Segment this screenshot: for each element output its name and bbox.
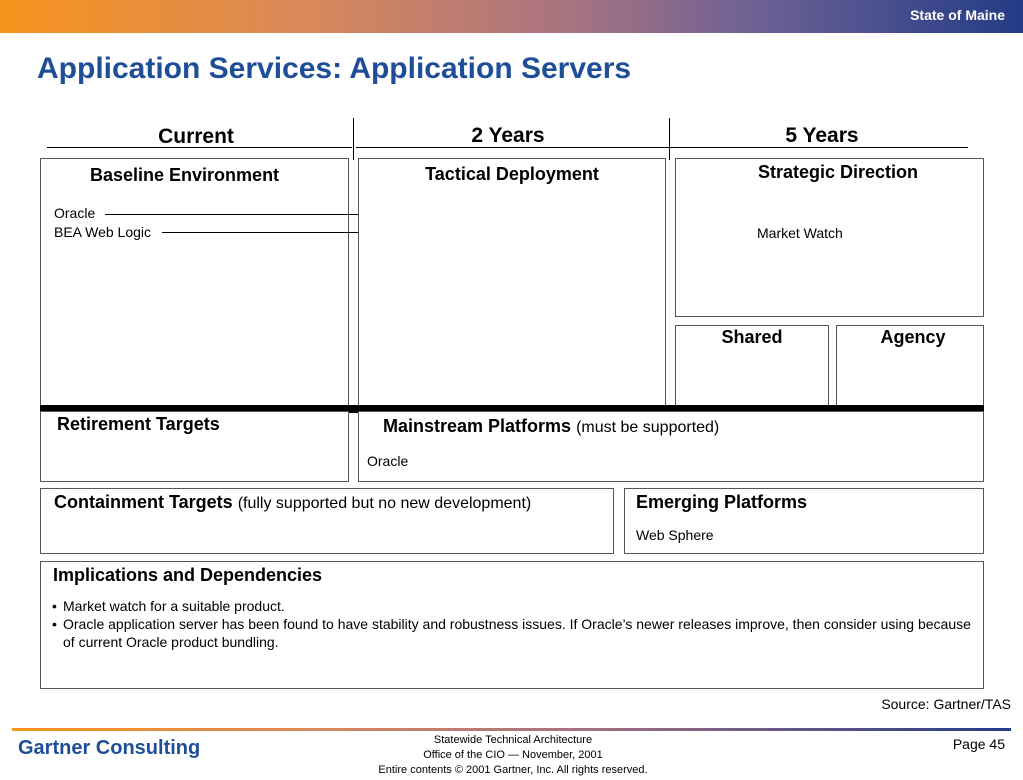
mainstream-title: Mainstream Platforms	[383, 416, 572, 436]
agency-heading: Agency	[880, 327, 946, 347]
column-5-years: 5 Years	[785, 124, 859, 147]
page-title: Application Services: Application Servers	[37, 52, 632, 85]
mainstream-item-oracle: Oracle	[367, 453, 409, 469]
footer-line-1: Statewide Technical Architecture	[433, 734, 593, 746]
column-current: Current	[158, 125, 234, 148]
implication-item: • Oracle application server has been found to have stability and robustness issues. If Oracle’s newer releases improve, then consider using because of current Oracle product bundling.	[52, 615, 972, 651]
containment-subtitle: (fully supported but no new development)	[237, 495, 532, 512]
emerging-heading: Emerging Platforms	[636, 492, 808, 512]
implications-list	[52, 597, 972, 651]
mainstream-subtitle: (must be supported)	[576, 419, 720, 436]
column-2-years: 2 Years	[471, 124, 545, 147]
containment-title: Containment Targets	[54, 492, 233, 512]
containment-heading	[54, 492, 531, 513]
retirement-heading: Retirement Targets	[57, 414, 220, 434]
baseline-heading: Baseline Environment	[90, 165, 280, 185]
shared-heading: Shared	[721, 327, 783, 347]
tactical-box	[358, 158, 666, 407]
header-bar	[0, 0, 1023, 33]
source-note: Source: Gartner/TAS	[881, 696, 1011, 712]
baseline-item-bea: BEA Web Logic	[54, 224, 152, 240]
strategic-heading: Strategic Direction	[757, 162, 919, 182]
footer-line-3: Entire contents © 2001 Gartner, Inc. All rights reserved.	[378, 764, 648, 776]
state-label: State of Maine	[910, 7, 1005, 23]
column-divider-1	[353, 118, 354, 160]
footer-brand: Gartner Consulting	[18, 737, 201, 759]
implication-item: • Market watch for a suitable product.	[52, 597, 972, 615]
emerging-item-web-sphere: Web Sphere	[636, 527, 714, 543]
column-divider-2	[669, 118, 670, 160]
footer-rule	[12, 728, 1011, 731]
baseline-item-oracle: Oracle	[54, 205, 96, 221]
implications-heading: Implications and Dependencies	[53, 565, 323, 585]
tactical-heading: Tactical Deployment	[425, 164, 599, 184]
baseline-box	[40, 158, 349, 407]
footer-info	[313, 733, 713, 778]
footer-line-2: Office of the CIO — November, 2001	[423, 749, 603, 761]
page-number: Page 45	[952, 736, 1005, 752]
strategic-item-market-watch: Market Watch	[757, 225, 843, 241]
mainstream-heading	[383, 416, 719, 437]
